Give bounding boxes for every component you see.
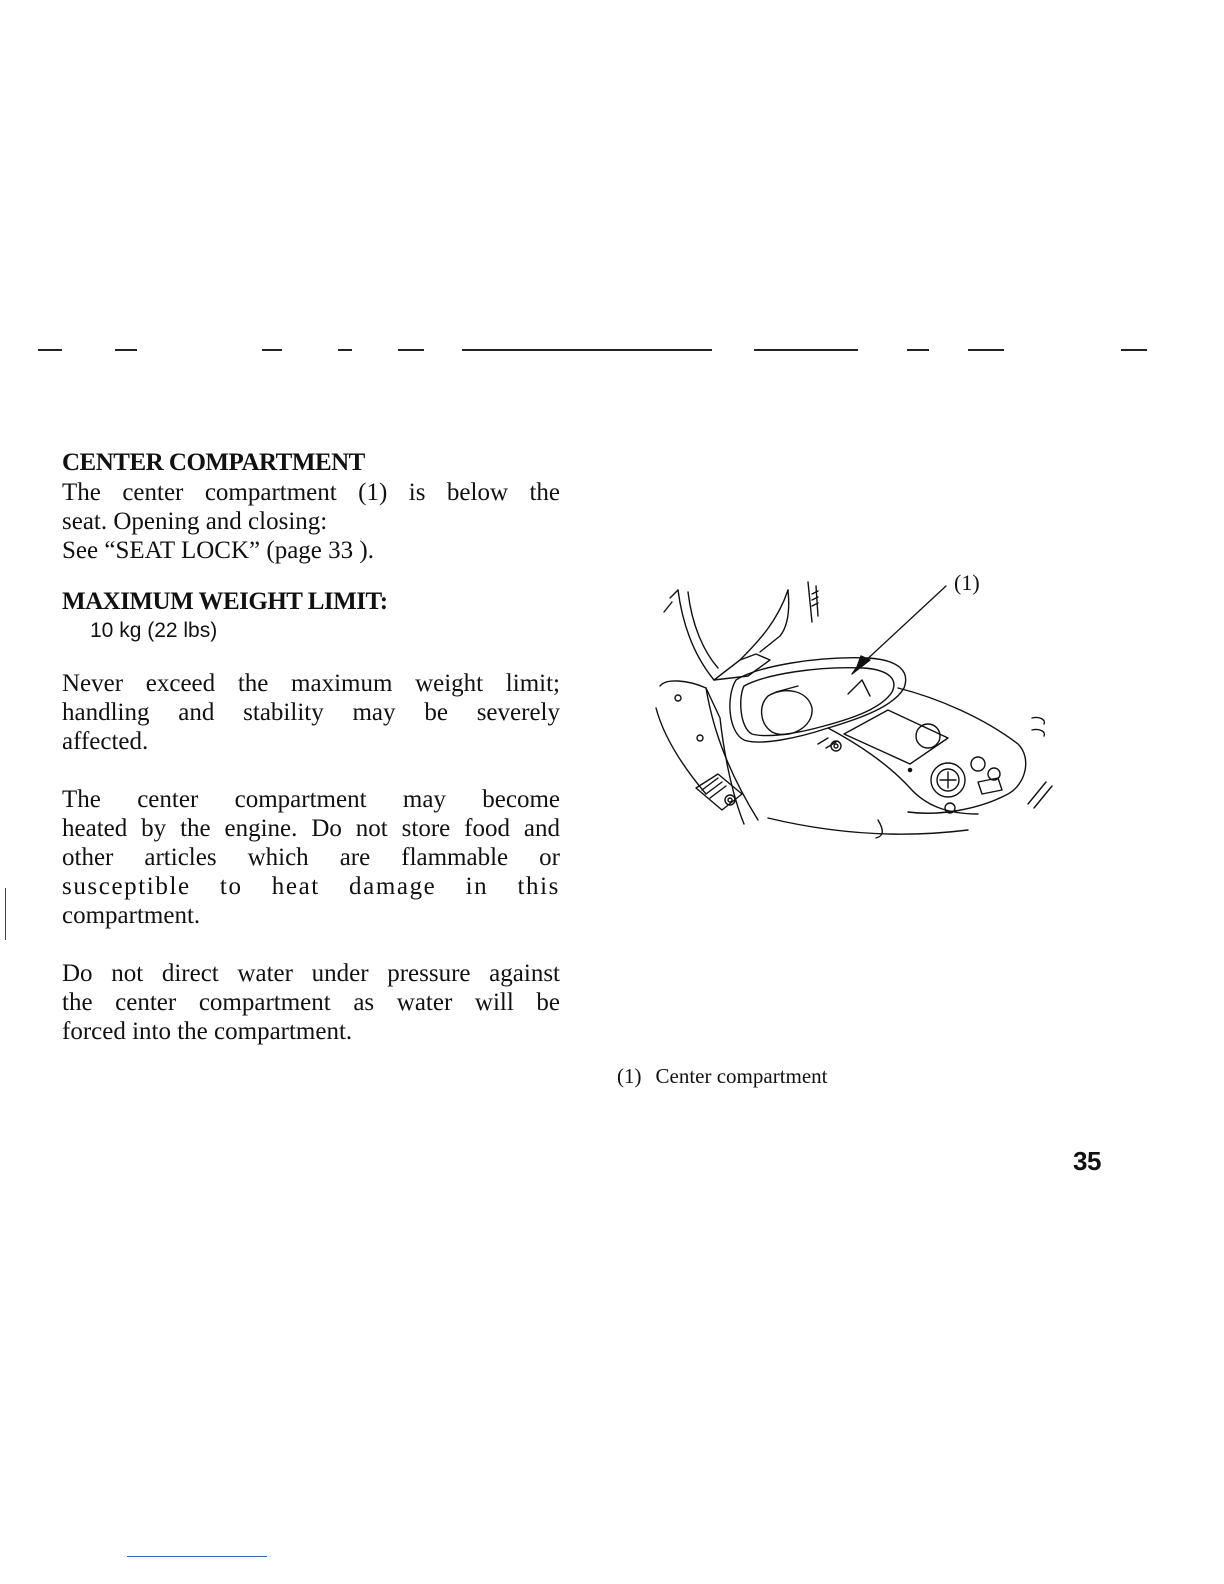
warning-line: handling and stability may be severely bbox=[62, 699, 560, 726]
intro-line: The center compartment (1) is below the bbox=[62, 479, 560, 506]
weight-warning bbox=[62, 669, 560, 756]
rule-segment bbox=[754, 349, 858, 351]
margin-change-bar bbox=[5, 888, 6, 940]
water-line: Do not direct water under pressure against bbox=[62, 960, 560, 987]
rule-segment bbox=[338, 349, 352, 351]
section-title: CENTER COMPARTMENT bbox=[62, 449, 365, 476]
water-line: forced into the compartment. bbox=[62, 1018, 353, 1045]
figure-callout: (1) bbox=[954, 570, 980, 595]
callout-leader bbox=[862, 586, 946, 664]
intro-line: See “SEAT LOCK” (page 33 ). bbox=[62, 537, 374, 564]
rule-segment bbox=[462, 349, 712, 351]
page-number: 35 bbox=[1073, 1146, 1101, 1176]
warning-line: affected. bbox=[62, 728, 149, 755]
bottom-rule bbox=[127, 1556, 267, 1557]
weight-limit-heading: MAXIMUM WEIGHT LIMIT: bbox=[62, 588, 388, 615]
rule-segment bbox=[907, 349, 929, 351]
heat-warning bbox=[62, 785, 560, 930]
rule-segment bbox=[115, 349, 137, 351]
intro-text bbox=[62, 478, 560, 565]
heat-line: compartment. bbox=[62, 902, 201, 929]
heat-line: other articles which are flammable or bbox=[62, 844, 560, 871]
heat-line: heated by the engine. Do not store food and bbox=[62, 815, 560, 842]
callout-arrowhead bbox=[852, 656, 870, 674]
figure-caption bbox=[617, 1064, 828, 1089]
caption-text: Center compartment bbox=[655, 1064, 828, 1088]
intro-line: seat. Opening and closing: bbox=[62, 508, 328, 535]
heat-line: susceptible to heat damage in this bbox=[62, 873, 560, 900]
rule-segment bbox=[262, 349, 282, 351]
rule-segment bbox=[38, 349, 62, 351]
warning-line: Never exceed the maximum weight limit; bbox=[62, 670, 560, 697]
water-warning bbox=[62, 959, 560, 1046]
heat-line: The center compartment may become bbox=[62, 786, 560, 813]
water-line: the center compartment as water will be bbox=[62, 989, 560, 1016]
caption-number: (1) bbox=[617, 1064, 642, 1088]
center-compartment-illustration bbox=[648, 568, 1058, 858]
rule-segment bbox=[1121, 349, 1147, 351]
text-column bbox=[62, 448, 560, 1046]
weight-limit-value: 10 kg (22 lbs) bbox=[90, 619, 218, 642]
rule-segment bbox=[968, 349, 1004, 351]
rule-segment bbox=[398, 349, 424, 351]
